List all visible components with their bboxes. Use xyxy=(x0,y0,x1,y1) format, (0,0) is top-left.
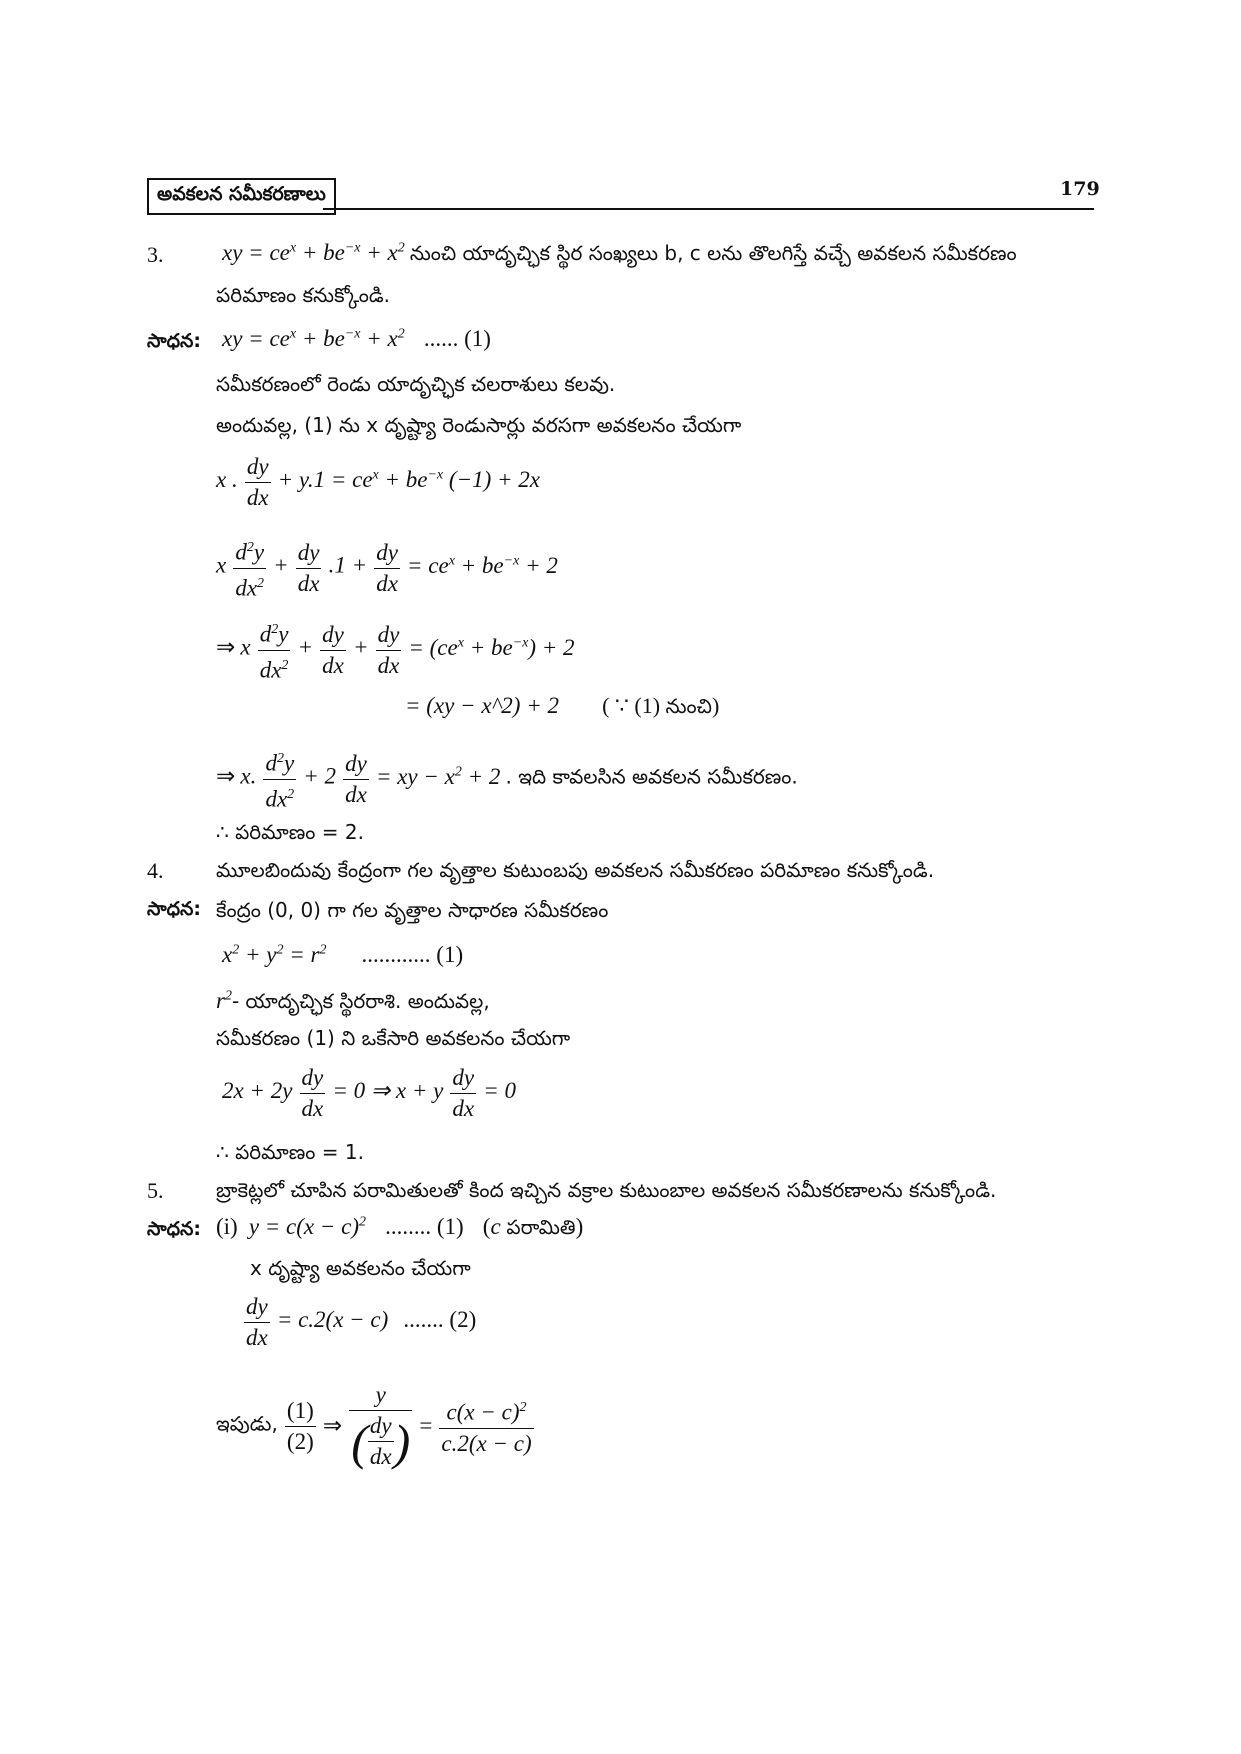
header-rule xyxy=(323,208,1094,210)
q3-solution-label: సాధన: xyxy=(147,330,201,352)
q3-result: ∴ పరిమాణం = 2. xyxy=(216,820,364,844)
question-3-statement xyxy=(222,240,1017,270)
q4-derivative: 2x + 2y $\frac{dy}{dx}$ = 0 ⇒ x + y $\frac{dy}{dx}$ = 0 xyxy=(222,1065,517,1121)
q5-solution-label: సాధన: xyxy=(147,1218,201,1240)
q5-eq: (i) $y = c(x - c)^2$ ........ (1) (c పరామితి) xyxy=(216,1214,584,1239)
q3-step5: ⇒ x. $\frac{d^2y}{dx^2}$ + 2 $\frac{dy}{dx}$ = xy − $x^2 + 2$ . ఇది కావలసిన అవకలన సమీకరణం. xyxy=(216,744,798,814)
question-5-number: 5. xyxy=(147,1178,164,1203)
q5-eq-label: ........ (1) xyxy=(385,1214,464,1239)
q3-step4: = (xy − x^2) + 2 ( ∵ (1) నుంచి) xyxy=(405,693,720,718)
q5-statement: బ్రాకెట్లలో చూపిన పరామితులతో కింద ఇచ్చిన వక్రాల కుటుంబాల అవకలన సమీకరణాలను కనుక్కోండి. xyxy=(216,1178,997,1202)
question-4-number: 4. xyxy=(147,858,164,883)
q4-eq-label: ............ (1) xyxy=(361,942,464,967)
q4-line1: కేంద్రం (0, 0) గా గల వృత్తాల సాధారణ సమీకరణం xyxy=(216,898,609,922)
q5-line1: x దృష్ట్యా అవకలనం చేయగా xyxy=(250,1256,471,1280)
q3-eq1: xy = $ce^x + be^{-x} + x^2$ ...... (1) xyxy=(222,326,491,351)
q4-line3: సమీకరణం (1) ని ఒకేసారి అవకలనం చేయగా xyxy=(216,1026,571,1050)
q5-now-label: ఇపుడు, xyxy=(216,1411,278,1436)
q3-step3: ⇒ x $\frac{d^2y}{dx^2}$ + $\frac{dy}{dx}$ + $\frac{dy}{dx}$ = $(ce^x + be^{-x}) + 2$ xyxy=(216,615,575,685)
q3-line1: సమీకరణంలో రెండు యాదృచ్ఛిక చలరాశులు కలవు. xyxy=(216,372,616,396)
q4-result: ∴ పరిమాణం = 1. xyxy=(216,1140,364,1164)
q5-param-note: (c పరామితి) xyxy=(482,1214,584,1239)
q3-step4-note: ( ∵ (1) నుంచి) xyxy=(602,693,720,718)
q3-equation: xy = $ce^x + be^{-x} + x^2$ xyxy=(222,240,405,265)
q3-eq1-label: ...... (1) xyxy=(423,326,491,351)
q5-deriv-label: ....... (2) xyxy=(403,1307,477,1332)
q4-statement: మూలబిందువు కేంద్రంగా గల వృత్తాల కుటుంబపు అవకలన సమీకరణం పరిమాణం కనుక్కోండి. xyxy=(216,858,935,882)
q3-step1: x . $\frac{dy}{dx}$ + $y.1 = ce^x + be^{-x}$ (−1) + 2x xyxy=(216,454,540,510)
q3-text-a: నుంచి యాదృచ్ఛిక స్థిర సంఖ్యలు b, c లను తొలగిస్తే వచ్చే అవకలన సమీకరణం xyxy=(409,241,1017,265)
q4-line2: $r^2-$ యాదృచ్ఛిక స్థిరరాశి. అందువల్ల, xyxy=(216,988,490,1013)
q4-eq: $x^2 + y^2 = r^2$ ............ (1) xyxy=(222,942,464,967)
q3-step5-text: . ఇది కావలసిన అవకలన సమీకరణం. xyxy=(505,764,798,789)
q5-ratio: ఇపుడు, $\frac{(1)}{(2)}$ ⇒ y ( $\frac{dy}{dx}$ ) = $\frac{c(x - c)^2}{c.2(x - c)}$ xyxy=(216,1382,532,1470)
q3-line2: అందువల్ల, (1) ను x దృష్ట్యా రెండుసార్లు వరసగా అవకలనం చేయగా xyxy=(216,413,742,437)
chapter-title: అవకలన సమీకరణాలు xyxy=(147,178,336,215)
question-3-number: 3. xyxy=(147,242,164,267)
q4-solution-label: సాధన: xyxy=(147,898,201,920)
q5-derivative: $\frac{dy}{dx}$ = c.2(x − c) ....... (2) xyxy=(246,1294,477,1350)
q3-text-b: పరిమాణం కనుక్కోండి. xyxy=(216,283,390,307)
q3-step2: x $\frac{d^2y}{dx^2}$ + $\frac{dy}{dx}$ .1 + $\frac{dy}{dx}$ = $ce^x + be^{-x} + 2$ xyxy=(216,533,558,603)
page-number: 179 xyxy=(1060,178,1100,200)
